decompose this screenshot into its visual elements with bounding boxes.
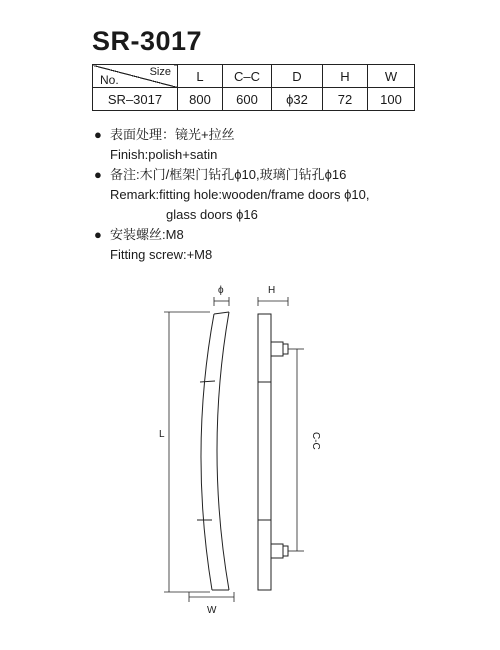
- header-cc: C–C: [223, 65, 272, 88]
- handle-top-end: [214, 312, 229, 314]
- curved-handle-front-view: [197, 312, 229, 590]
- no-header: No.: [100, 73, 119, 87]
- upper-screw: [283, 344, 288, 354]
- side-bar: [258, 314, 271, 590]
- handle-joint-upper: [200, 381, 215, 382]
- dim-h-label: H: [268, 285, 276, 296]
- screw-en-text: Fitting screw:+M8: [110, 247, 213, 262]
- dimension-phi: [214, 297, 229, 306]
- lower-screw: [283, 546, 288, 556]
- remark-cn-text: 备注:木门/框架门钻孔ϕ10,玻璃门钻孔ϕ16: [110, 167, 347, 182]
- upper-standoff: [271, 342, 283, 356]
- value-cc: 600: [223, 88, 272, 111]
- header-d: D: [272, 65, 323, 88]
- bullet-icon: ●: [94, 167, 102, 182]
- remark-en-text-2: glass doors ϕ16: [166, 207, 258, 222]
- page-title: SR-3017: [92, 26, 203, 56]
- screw-cn-text: 安装螺丝:M8: [110, 227, 184, 242]
- bullet-icon: ●: [94, 227, 102, 242]
- dimension-w: [189, 592, 234, 602]
- dimension-l: [164, 312, 210, 592]
- dimension-cc: [288, 349, 304, 551]
- model-cell: SR–3017: [93, 88, 178, 111]
- dim-l-label: L: [159, 429, 165, 440]
- size-header: Size: [149, 66, 171, 78]
- value-h: 72: [323, 88, 368, 111]
- dim-cc-label: C-C: [310, 432, 321, 450]
- handle-outline-left: [201, 314, 214, 590]
- value-w: 100: [368, 88, 415, 111]
- finish-cn-text: 表面处理：镜光+拉丝: [110, 127, 235, 142]
- remark-en-text: Remark:fitting hole:wooden/frame doors ϕ10,: [110, 187, 370, 202]
- dimension-h: [258, 297, 288, 306]
- dim-phi-label: ϕ: [218, 285, 224, 296]
- header-h: H: [323, 65, 368, 88]
- header-l: L: [178, 65, 223, 88]
- header-w: W: [368, 65, 415, 88]
- finish-en-text: Finish:polish+satin: [110, 147, 218, 162]
- dim-w-label: W: [207, 605, 217, 616]
- value-d: ϕ32: [272, 88, 323, 111]
- bullet-icon: ●: [94, 127, 102, 142]
- lower-standoff: [271, 544, 283, 558]
- handle-outline-right: [217, 312, 229, 590]
- value-l: 800: [178, 88, 223, 111]
- handle-side-view: [258, 314, 288, 590]
